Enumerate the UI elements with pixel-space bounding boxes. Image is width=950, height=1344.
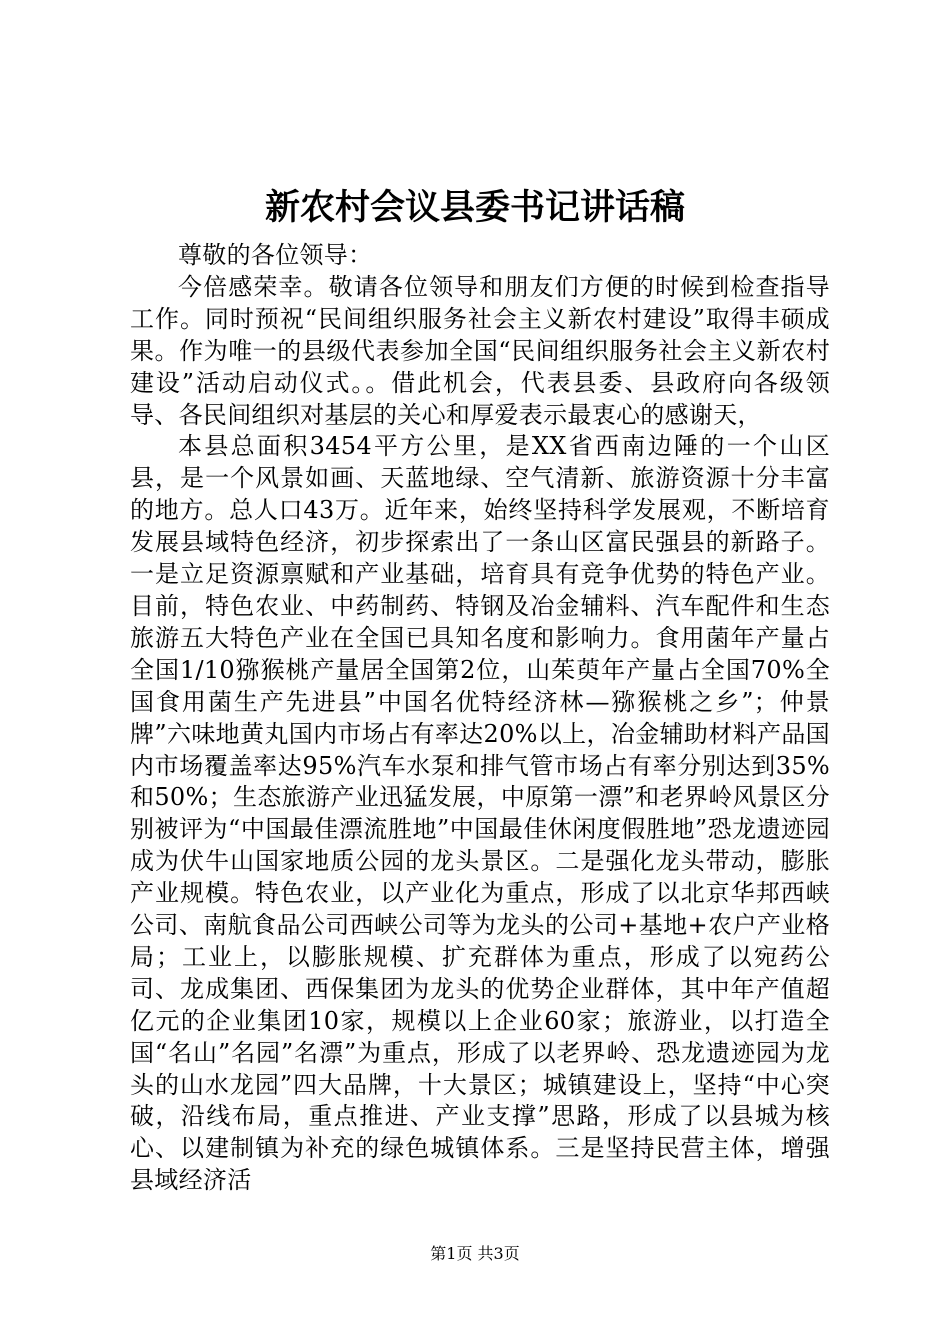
salutation-paragraph: 尊敬的各位领导： bbox=[178, 241, 373, 269]
body-paragraph: 今倍感荣幸。敬请各位领导和朋友们方便的时候到检查指导工作。同时预祝“民间组织服务社会主义新农村建设”取得丰硕成果。作为唯一的县级代表参加全国“民间组织服务社会主义新农村建设”活动启动仪式。。借此机会，代表县委、县政府向各级领导、各民间组织对基层的关心和厚爱表示最衷心的感谢天， bbox=[130, 272, 830, 429]
document-title: 新农村会议县委书记讲话稿 bbox=[264, 187, 685, 228]
document-body bbox=[130, 240, 830, 1197]
page-footer: 第1页 共3页 bbox=[430, 1244, 520, 1263]
body-paragraph: 本县总面积3454平方公里，是XX省西南边陲的一个山区县，是一个风景如画、天蓝地绿、空气清新、旅游资源十分丰富的地方。总人口43万。近年来，始终坚持科学发展观，不断培育发展县域特色经济，初步探索出了一条山区富民强县的新路子。一是立足资源禀赋和产业基础，培育具有竞争优势的特色产业。目前，特色农业、中药制药、特钢及冶金辅料、汽车配件和生态旅游五大特色产业在全国已具知名度和影响力。食用菌年产量占全国1/10猕猴桃产量居全国第2位，山茱萸年产量占全国70%全国食用菌生产先进县”中国名优特经济林—猕猴桃之乡”；仲景牌”六味地黄丸国内市场占有率达20%以上，冶金辅助材料产品国内市场覆盖率达95%汽车水泵和排气管市场占有率分别达到35%和50%；生态旅游产业迅猛发展，中原第一漂”和老界岭风景区分别被评为“中国最佳漂流胜地”中国最佳休闲度假胜地”恐龙遗迹园成为伏牛山国家地质公园的龙头景区。二是强化龙头带动，膨胀产业规模。特色农业，以产业化为重点，形成了以北京华邦西峡公司、南航食品公司西峡公司等为龙头的公司+基地+农户产业格局；工业上，以膨胀规模、扩充群体为重点，形成了以宛药公司、龙成集团、西保集团为龙头的优势企业群体，其中年产值超亿元的企业集团10家，规模以上企业60家；旅游业，以打造全国“名山”名园”名漂”为重点，形成了以老界岭、恐龙遗迹园为龙头的山水龙园”四大品牌，十大景区；城镇建设上，坚持“中心突破，沿线布局，重点推进、产业支撑”思路，形成了以县城为核心、以建制镇为补充的绿色城镇体系。三是坚持民营主体，增强县域经济活 bbox=[130, 432, 830, 1195]
